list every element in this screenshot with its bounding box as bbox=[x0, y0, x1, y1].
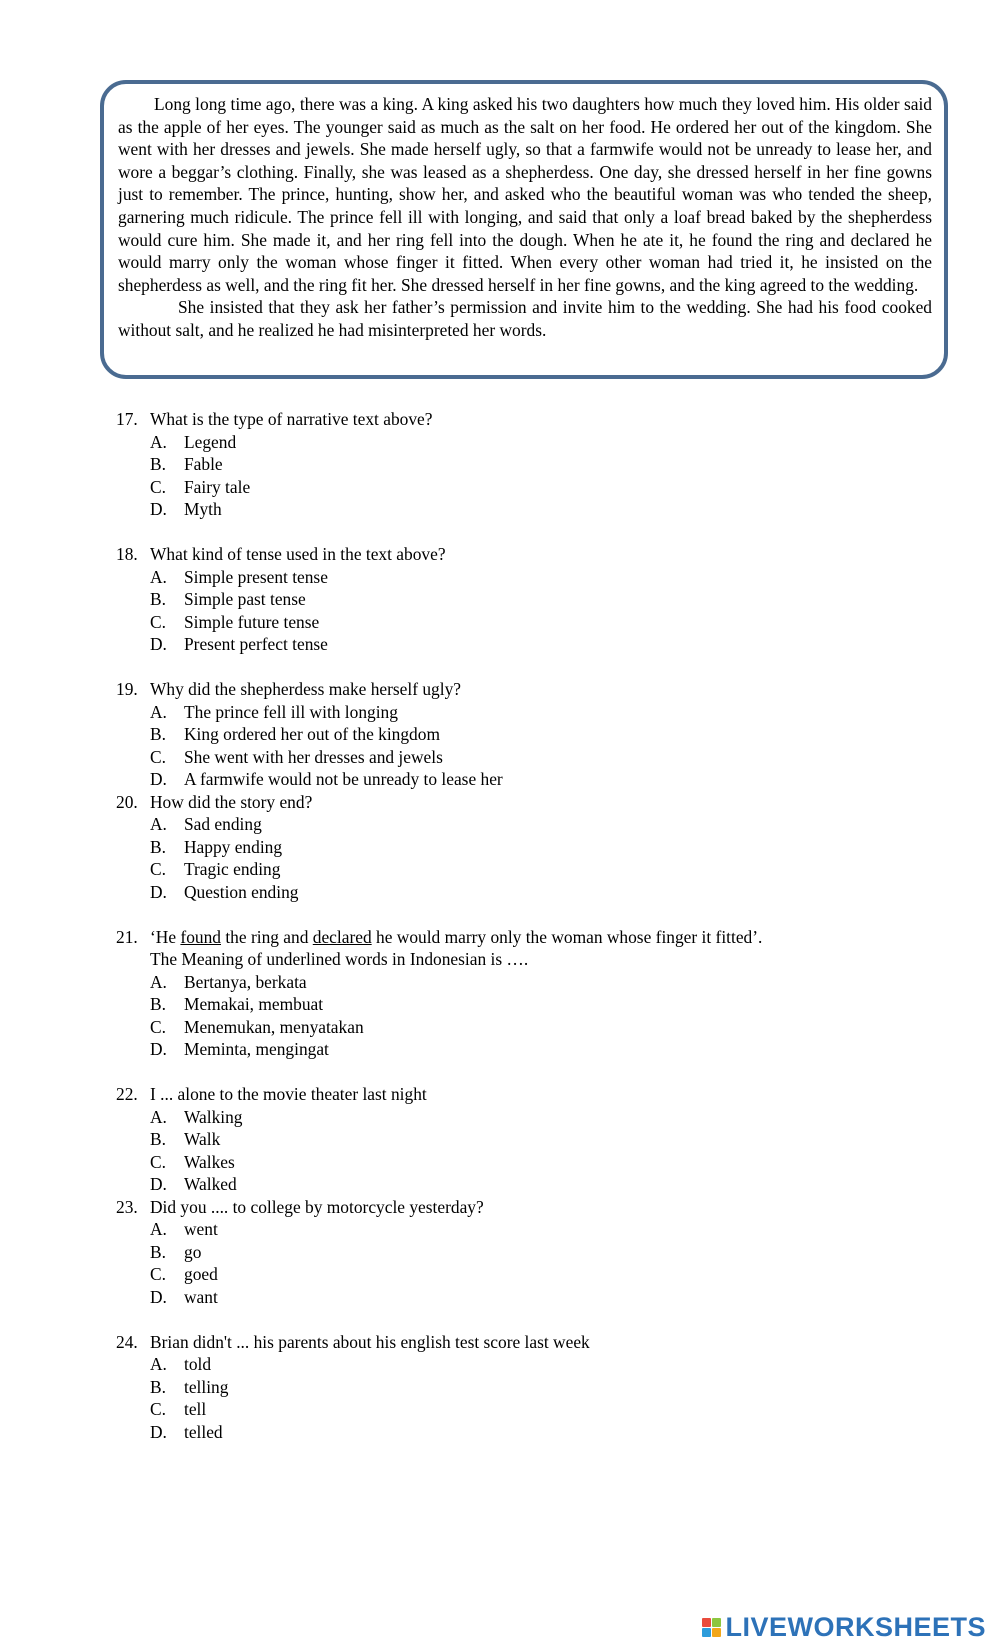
option-text: Question ending bbox=[184, 881, 299, 902]
logo-square bbox=[712, 1618, 721, 1627]
option-c[interactable] bbox=[116, 476, 946, 499]
option-text: Myth bbox=[184, 499, 222, 519]
option-text: Sad ending bbox=[184, 814, 262, 834]
question-text bbox=[150, 926, 946, 949]
option-d[interactable] bbox=[116, 1421, 946, 1444]
option-letter: B. bbox=[150, 454, 166, 474]
option-b[interactable] bbox=[116, 453, 946, 476]
option-b[interactable] bbox=[116, 588, 946, 611]
question-number: 24. bbox=[116, 1331, 138, 1352]
option-text: Fable bbox=[184, 454, 223, 474]
liveworksheets-brand bbox=[702, 1612, 986, 1643]
reading-passage-box bbox=[100, 80, 948, 379]
option-c[interactable] bbox=[116, 611, 946, 634]
question-text-part: he would marry only the woman whose finger it fitted’. bbox=[371, 926, 763, 947]
brand-name: LIVEWORKSHEETS bbox=[725, 1612, 986, 1642]
question-24 bbox=[116, 1331, 946, 1444]
question-22 bbox=[116, 1083, 946, 1196]
underlined-word-declared: declared bbox=[312, 926, 372, 947]
question-list bbox=[116, 408, 946, 1443]
option-text: tell bbox=[184, 1399, 207, 1419]
option-letter: B. bbox=[150, 724, 166, 744]
question-text-part: ‘He bbox=[150, 926, 181, 947]
question-text: Brian didn't ... his parents about his english test score last week bbox=[150, 1331, 590, 1352]
option-b[interactable] bbox=[116, 993, 946, 1016]
option-text: Bertanya, berkata bbox=[184, 971, 307, 992]
option-d[interactable] bbox=[116, 633, 946, 656]
option-a[interactable] bbox=[116, 1106, 946, 1129]
option-letter: C. bbox=[150, 476, 166, 497]
option-letter: A. bbox=[150, 1219, 167, 1239]
option-text: Present perfect tense bbox=[184, 634, 328, 654]
option-text: Simple present tense bbox=[184, 566, 328, 587]
option-letter: B. bbox=[150, 836, 166, 857]
option-letter: B. bbox=[150, 994, 166, 1014]
question-subtext: The Meaning of underlined words in Indonesian is …. bbox=[150, 949, 529, 969]
option-letter: D. bbox=[150, 769, 167, 789]
option-text: Legend bbox=[184, 431, 237, 452]
question-text: How did the story end? bbox=[150, 791, 313, 812]
passage-paragraph-2: She insisted that they ask her father’s permission and invite him to the wedding. She had his food cooked without salt, and he realized he had misinterpreted her words. bbox=[118, 297, 932, 340]
option-a[interactable] bbox=[116, 813, 946, 836]
option-letter: C. bbox=[150, 746, 166, 767]
liveworksheets-logo-icon bbox=[702, 1618, 721, 1637]
option-text: A farmwife would not be unready to lease her bbox=[184, 769, 503, 789]
logo-square bbox=[712, 1628, 721, 1637]
option-text: went bbox=[184, 1219, 218, 1239]
option-letter: B. bbox=[150, 1129, 166, 1149]
option-letter: B. bbox=[150, 1376, 166, 1397]
question-number: 17. bbox=[116, 409, 138, 429]
option-letter: A. bbox=[150, 1354, 167, 1374]
option-text: go bbox=[184, 1241, 202, 1262]
option-letter: C. bbox=[150, 1399, 166, 1419]
question-text-part: the ring and bbox=[221, 926, 313, 947]
option-letter: A. bbox=[150, 431, 167, 452]
option-c[interactable] bbox=[116, 858, 946, 881]
option-d[interactable] bbox=[116, 1173, 946, 1196]
option-text: Walk bbox=[184, 1129, 221, 1149]
option-text: Tragic ending bbox=[184, 859, 281, 879]
question-text: Why did the shepherdess make herself ugly? bbox=[150, 679, 462, 699]
option-letter: C. bbox=[150, 859, 166, 879]
question-18 bbox=[116, 543, 946, 656]
question-17 bbox=[116, 408, 946, 521]
logo-square bbox=[702, 1628, 711, 1637]
option-d[interactable] bbox=[116, 881, 946, 904]
option-c[interactable] bbox=[116, 1263, 946, 1286]
option-letter: C. bbox=[150, 1151, 166, 1172]
option-d[interactable] bbox=[116, 1038, 946, 1061]
question-number: 22. bbox=[116, 1084, 138, 1104]
option-text: Simple past tense bbox=[184, 589, 306, 609]
option-text: Simple future tense bbox=[184, 611, 320, 632]
option-text: telled bbox=[184, 1421, 223, 1442]
question-number: 18. bbox=[116, 544, 138, 564]
option-letter: C. bbox=[150, 1264, 166, 1284]
option-text: Memakai, membuat bbox=[184, 994, 324, 1014]
question-number: 21. bbox=[116, 926, 138, 947]
option-letter: D. bbox=[150, 1174, 167, 1194]
question-number: 23. bbox=[116, 1196, 138, 1217]
question-21 bbox=[116, 926, 946, 1061]
question-number: 20. bbox=[116, 791, 138, 812]
option-c[interactable] bbox=[116, 1398, 946, 1421]
question-19 bbox=[116, 678, 946, 791]
question-number: 19. bbox=[116, 679, 138, 699]
option-letter: A. bbox=[150, 701, 167, 722]
option-letter: D. bbox=[150, 499, 167, 519]
option-letter: D. bbox=[150, 881, 167, 902]
question-text: Did you .... to college by motorcycle yesterday? bbox=[150, 1196, 484, 1217]
option-text: Happy ending bbox=[184, 836, 283, 857]
option-d[interactable] bbox=[116, 1286, 946, 1309]
option-text: Fairy tale bbox=[184, 476, 251, 497]
option-letter: A. bbox=[150, 971, 167, 992]
option-b[interactable] bbox=[116, 836, 946, 859]
option-b[interactable] bbox=[116, 1128, 946, 1151]
option-b[interactable] bbox=[116, 723, 946, 746]
option-text: Walking bbox=[184, 1106, 243, 1127]
question-text: What is the type of narrative text above? bbox=[150, 409, 433, 429]
underlined-word-found: found bbox=[180, 926, 221, 947]
option-b[interactable] bbox=[116, 1241, 946, 1264]
option-a[interactable] bbox=[116, 566, 946, 589]
option-a[interactable] bbox=[116, 431, 946, 454]
option-text: want bbox=[184, 1286, 218, 1307]
option-c[interactable] bbox=[116, 1016, 946, 1039]
option-letter: A. bbox=[150, 1106, 167, 1127]
option-letter: D. bbox=[150, 1286, 167, 1307]
passage-paragraph-1: Long long time ago, there was a king. A king asked his two daughters how much they loved him. His older said as the apple of her eyes. The younger said as much as the salt on her food. He ordered her out of the kingdom. She went with her dresses and jewels. She made herself ugly, so that a farmwife would not be unready to lease her, and wore a beggar’s clothing. Finally, she was leased as a shepherdess. One day, she dressed herself in her fine gowns just to remember. The prince, hunting, show her, and asked who the beautiful woman was who tended the sheep, garnering much ridicule. The prince fell ill with longing, and said that only a loaf bread baked by the shepherdess would cure him. She made it, and her ring fell into the dough. When he ate it, he found the ring and declared he would marry only the woman whose finger it fitted. When every other woman had tried it, he insisted on the shepherdess as well, and the ring fit her. She dressed herself in her fine gowns, and the king agreed to the wedding. bbox=[118, 94, 932, 295]
option-letter: B. bbox=[150, 1241, 166, 1262]
option-a[interactable] bbox=[116, 1353, 946, 1376]
question-20 bbox=[116, 791, 946, 904]
option-text: Walked bbox=[184, 1174, 237, 1194]
option-a[interactable] bbox=[116, 701, 946, 724]
option-d[interactable] bbox=[116, 498, 946, 521]
option-a[interactable] bbox=[116, 1218, 946, 1241]
option-letter: B. bbox=[150, 589, 166, 609]
option-text: King ordered her out of the kingdom bbox=[184, 724, 440, 744]
question-text: I ... alone to the movie theater last night bbox=[150, 1084, 427, 1104]
option-text: telling bbox=[184, 1376, 229, 1397]
logo-square bbox=[702, 1618, 711, 1627]
question-text: What kind of tense used in the text above? bbox=[150, 544, 446, 564]
option-c[interactable] bbox=[116, 1151, 946, 1174]
option-letter: A. bbox=[150, 566, 167, 587]
option-text: She went with her dresses and jewels bbox=[184, 746, 443, 767]
option-letter: D. bbox=[150, 634, 167, 654]
option-text: The prince fell ill with longing bbox=[184, 701, 398, 722]
option-letter: D. bbox=[150, 1039, 167, 1059]
option-letter: A. bbox=[150, 814, 167, 834]
option-text: Menemukan, menyatakan bbox=[184, 1016, 364, 1037]
option-d[interactable] bbox=[116, 768, 946, 791]
option-c[interactable] bbox=[116, 746, 946, 769]
option-letter: C. bbox=[150, 611, 166, 632]
option-text: goed bbox=[184, 1264, 218, 1284]
option-b[interactable] bbox=[116, 1376, 946, 1399]
option-text: Walkes bbox=[184, 1151, 235, 1172]
option-text: told bbox=[184, 1354, 212, 1374]
option-letter: C. bbox=[150, 1016, 166, 1037]
question-23 bbox=[116, 1196, 946, 1309]
option-a[interactable] bbox=[116, 971, 946, 994]
option-text: Meminta, mengingat bbox=[184, 1039, 329, 1059]
option-letter: D. bbox=[150, 1421, 167, 1442]
